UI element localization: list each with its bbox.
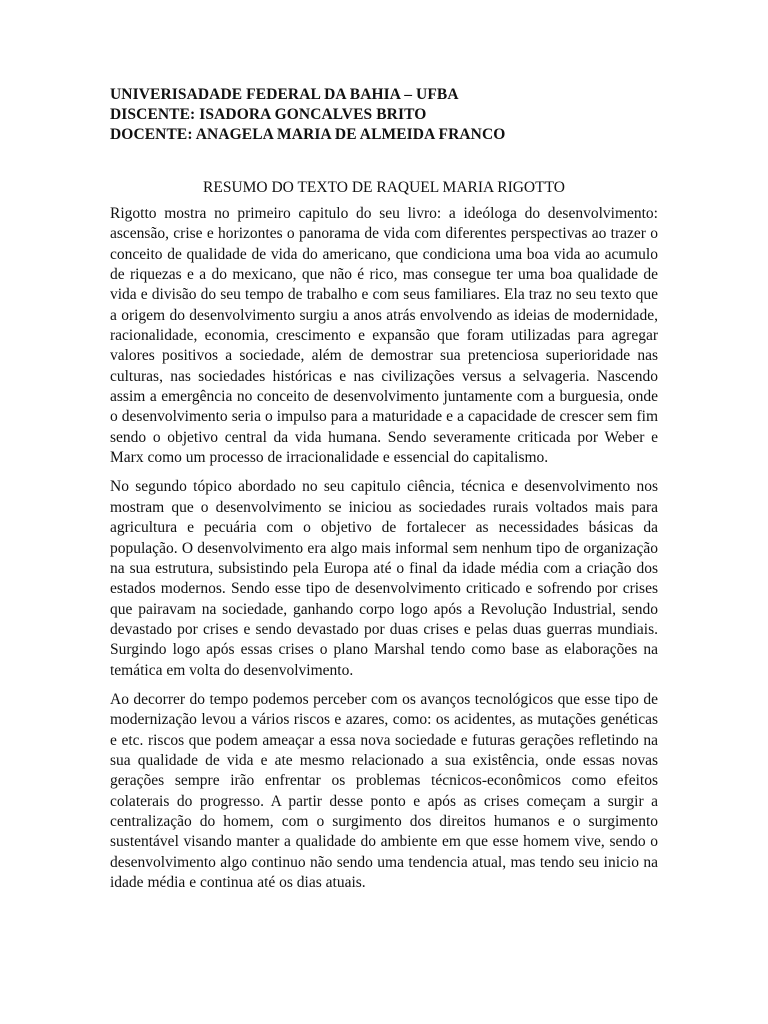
paragraph-3: Ao decorrer do tempo podemos perceber com os avanços tecnológicos que esse tipo de modernização levou a vários riscos e azares, como: os acidentes, as mutações genéticas e etc. riscos que podem ameaçar a essa nova sociedade e futuras gerações refletindo na sua qualidade de vida e ate mesmo relacionado a sua existência, onde essas novas gerações sempre irão enfrentar os problemas técnicos-econômicos como efeitos colaterais do progresso. A partir desse ponto e após as crises começam a surgir a centralização do homem, com o surgimento dos direitos humanos e o surgimento sustentável visando manter a qualidade do ambiente em que esse homem vive, sendo o desenvolvimento algo continuo não sendo uma tendencia atual, mas tendo seu inicio na idade média e continua até os dias atuais. <box>110 690 658 891</box>
teacher-line: DOCENTE: ANAGELA MARIA DE ALMEIDA FRANCO <box>110 126 506 143</box>
paragraph-2: No segundo tópico abordado no seu capitulo ciência, técnica e desenvolvimento nos mostram que o desenvolvimento se iniciou as sociedades rurais voltados mais para agricultura e pecuária com o objetivo de fortalecer as necessidades básicas da população. O desenvolvimento era algo mais informal sem nenhum tipo de organização na sua estrutura, subsistindo pela Europa até o final da idade média com a criação dos estados modernos. Sendo esse tipo de desenvolvimento criticado e sofrendo por crises que pairavam na sociedade, ganhando corpo logo após a Revolução Industrial, sendo devastado por crises e sendo devastado por duas crises e pelas duas guerras mundiais. Surgindo logo após essas crises o plano Marshal tendo como base as elaborações na temática em volta do desenvolvimento. <box>110 478 658 679</box>
document-title: RESUMO DO TEXTO DE RAQUEL MARIA RIGOTTO <box>203 179 565 196</box>
university-line: UNIVERISADADE FEDERAL DA BAHIA – UFBA <box>110 86 459 103</box>
paragraph-1: Rigotto mostra no primeiro capitulo do seu livro: a ideóloga do desenvolvimento: ascensão, crise e horizontes o panorama de vida com diferentes perspectivas ao trazer o conceito de qualidade de vida do americano, que condiciona uma boa vida ao acumulo de riquezas e a do mexicano, que não é rico, mas consegue ter uma boa qualidade de vida e divisão do seu tempo de trabalho e com seus familiares. Ela traz no seu texto que a origem do desenvolvimento surgiu a anos atrás envolvendo as ideias de modernidade, racionalidade, economia, crescimento e expansão que foram utilizadas para agregar valores positivos a sociedade, além de demostrar sua pretenciosa superioridade nas culturas, nas sociedades históricas e nas civilizações versus a selvageria. Nascendo assim a emergência no conceito de desenvolvimento juntamente com a burguesia, onde o desenvolvimento seria o impulso para a maturidade e a capacidade de crescer sem fim sendo o objetivo central da vida humana. Sendo severamente criticada por Weber e Marx como um processo de irracionalidade e essencial do capitalismo. <box>110 205 658 467</box>
document-header <box>110 85 670 145</box>
document-body <box>110 204 658 902</box>
student-line: DISCENTE: ISADORA GONCALVES BRITO <box>110 106 427 123</box>
